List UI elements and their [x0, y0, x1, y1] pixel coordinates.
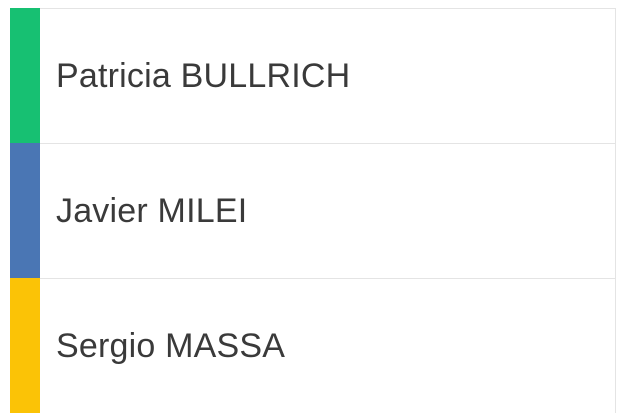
candidate-name: Patricia BULLRICH	[56, 56, 351, 95]
candidate-row-milei[interactable]	[10, 143, 616, 278]
candidate-name: Javier MILEI	[56, 191, 248, 230]
candidate-name: Sergio MASSA	[56, 326, 286, 365]
candidate-row-bullrich[interactable]	[10, 8, 616, 143]
candidate-row-massa[interactable]	[10, 278, 616, 413]
party-color-bar	[10, 8, 40, 143]
party-color-bar	[10, 278, 40, 413]
party-color-bar	[10, 143, 40, 278]
candidate-list	[10, 8, 616, 411]
